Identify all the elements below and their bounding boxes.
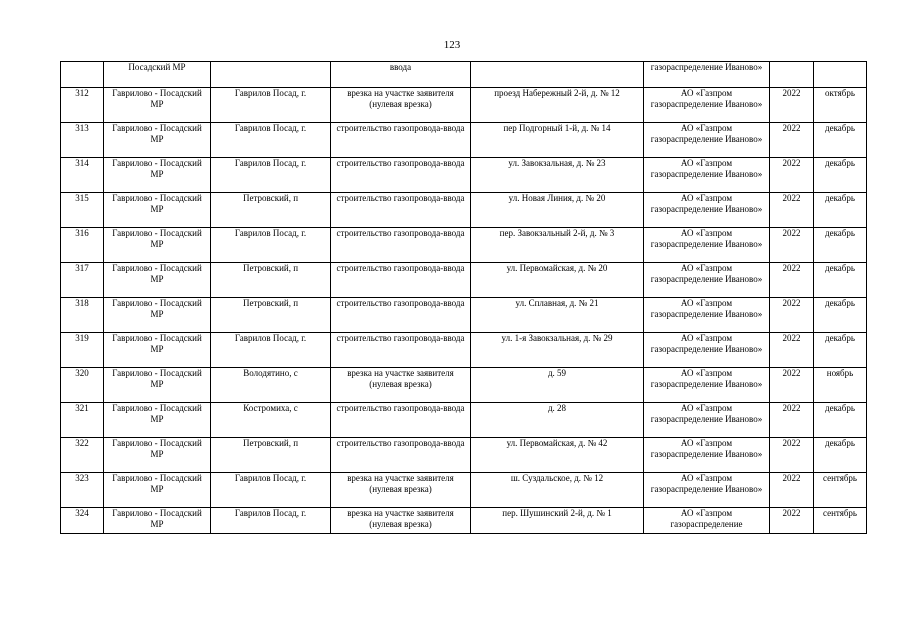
cell-municipality: Гаврилово - Посадский МР bbox=[104, 368, 211, 403]
cell-municipality: Гаврилово - Посадский МР bbox=[104, 193, 211, 228]
cell-number: 323 bbox=[61, 473, 104, 508]
cell-work-type: строительство газопровода-ввода bbox=[331, 193, 471, 228]
cell-locality: Петровский, п bbox=[211, 263, 331, 298]
table-row bbox=[61, 123, 867, 158]
cell-address: пер. Завокзальный 2-й, д. № 3 bbox=[471, 228, 644, 263]
cell-address: ул. Первомайская, д. № 42 bbox=[471, 438, 644, 473]
cell-year bbox=[770, 62, 814, 88]
cell-year: 2022 bbox=[770, 438, 814, 473]
cell-work-type: строительство газопровода-ввода bbox=[331, 298, 471, 333]
cell-municipality: Гаврилово - Посадский МР bbox=[104, 438, 211, 473]
cell-locality: Гаврилов Посад, г. bbox=[211, 88, 331, 123]
cell-year: 2022 bbox=[770, 508, 814, 534]
cell-organization: АО «Газпром газораспределение Иваново» bbox=[644, 403, 770, 438]
cell-address: д. 59 bbox=[471, 368, 644, 403]
cell-organization: АО «Газпром газораспределение Иваново» bbox=[644, 228, 770, 263]
cell-number: 316 bbox=[61, 228, 104, 263]
cell-municipality: Гаврилово - Посадский МР bbox=[104, 508, 211, 534]
table-row bbox=[61, 438, 867, 473]
cell-number: 312 bbox=[61, 88, 104, 123]
cell-municipality: Гаврилово - Посадский МР bbox=[104, 403, 211, 438]
cell-work-type: строительство газопровода-ввода bbox=[331, 403, 471, 438]
cell-organization: АО «Газпром газораспределение Иваново» bbox=[644, 438, 770, 473]
cell-organization: АО «Газпром газораспределение Иваново» bbox=[644, 263, 770, 298]
cell-organization: АО «Газпром газораспределение Иваново» bbox=[644, 333, 770, 368]
cell-year: 2022 bbox=[770, 228, 814, 263]
cell-year: 2022 bbox=[770, 368, 814, 403]
cell-work-type: врезка на участке заявителя (нулевая врезка) bbox=[331, 368, 471, 403]
cell-address bbox=[471, 62, 644, 88]
cell-locality: Петровский, п bbox=[211, 438, 331, 473]
cell-number: 315 bbox=[61, 193, 104, 228]
cell-month: декабрь bbox=[814, 123, 867, 158]
cell-municipality: Посадский МР bbox=[104, 62, 211, 88]
cell-municipality: Гаврилово - Посадский МР bbox=[104, 158, 211, 193]
cell-month: декабрь bbox=[814, 158, 867, 193]
cell-month: декабрь bbox=[814, 333, 867, 368]
cell-address: ул. Новая Линия, д. № 20 bbox=[471, 193, 644, 228]
cell-month: декабрь bbox=[814, 228, 867, 263]
cell-organization: газораспределение Иваново» bbox=[644, 62, 770, 88]
cell-municipality: Гаврилово - Посадский МР bbox=[104, 228, 211, 263]
cell-locality: Костромиха, с bbox=[211, 403, 331, 438]
table-row bbox=[61, 263, 867, 298]
cell-number bbox=[61, 62, 104, 88]
table-row bbox=[61, 88, 867, 123]
cell-locality: Володятино, с bbox=[211, 368, 331, 403]
cell-month: декабрь bbox=[814, 263, 867, 298]
cell-year: 2022 bbox=[770, 298, 814, 333]
cell-address: проезд Набережный 2-й, д. № 12 bbox=[471, 88, 644, 123]
cell-work-type: врезка на участке заявителя (нулевая врезка) bbox=[331, 473, 471, 508]
cell-month: сентябрь bbox=[814, 508, 867, 534]
cell-organization: АО «Газпром газораспределение Иваново» bbox=[644, 123, 770, 158]
cell-year: 2022 bbox=[770, 193, 814, 228]
cell-address: пер Подгорный 1-й, д. № 14 bbox=[471, 123, 644, 158]
table-row bbox=[61, 368, 867, 403]
cell-month bbox=[814, 62, 867, 88]
table-row bbox=[61, 193, 867, 228]
cell-municipality: Гаврилово - Посадский МР bbox=[104, 473, 211, 508]
cell-month: октябрь bbox=[814, 88, 867, 123]
cell-address: ул. Первомайская, д. № 20 bbox=[471, 263, 644, 298]
cell-number: 317 bbox=[61, 263, 104, 298]
cell-municipality: Гаврилово - Посадский МР bbox=[104, 333, 211, 368]
cell-organization: АО «Газпром газораспределение Иваново» bbox=[644, 193, 770, 228]
cell-municipality: Гаврилово - Посадский МР bbox=[104, 88, 211, 123]
cell-organization: АО «Газпром газораспределение Иваново» bbox=[644, 298, 770, 333]
cell-month: декабрь bbox=[814, 298, 867, 333]
table-row bbox=[61, 298, 867, 333]
cell-municipality: Гаврилово - Посадский МР bbox=[104, 263, 211, 298]
cell-address: ул. Сплавная, д. № 21 bbox=[471, 298, 644, 333]
cell-number: 322 bbox=[61, 438, 104, 473]
cell-year: 2022 bbox=[770, 263, 814, 298]
cell-month: сентябрь bbox=[814, 473, 867, 508]
table-row-continued bbox=[61, 62, 867, 88]
table-row bbox=[61, 158, 867, 193]
cell-locality: Гаврилов Посад, г. bbox=[211, 473, 331, 508]
cell-year: 2022 bbox=[770, 158, 814, 193]
cell-work-type: строительство газопровода-ввода bbox=[331, 123, 471, 158]
cell-year: 2022 bbox=[770, 403, 814, 438]
cell-organization: АО «Газпром газораспределение Иваново» bbox=[644, 158, 770, 193]
cell-locality: Гаврилов Посад, г. bbox=[211, 508, 331, 534]
cell-number: 314 bbox=[61, 158, 104, 193]
cell-work-type: строительство газопровода-ввода bbox=[331, 333, 471, 368]
cell-locality: Гаврилов Посад, г. bbox=[211, 333, 331, 368]
table-row bbox=[61, 508, 867, 534]
page-number: 123 bbox=[443, 39, 461, 51]
cell-number: 313 bbox=[61, 123, 104, 158]
cell-work-type: строительство газопровода-ввода bbox=[331, 263, 471, 298]
cell-year: 2022 bbox=[770, 333, 814, 368]
cell-month: декабрь bbox=[814, 438, 867, 473]
cell-municipality: Гаврилово - Посадский МР bbox=[104, 298, 211, 333]
cell-address: ул. Завокзальная, д. № 23 bbox=[471, 158, 644, 193]
cell-number: 321 bbox=[61, 403, 104, 438]
cell-organization: АО «Газпром газораспределение Иваново» bbox=[644, 473, 770, 508]
cell-work-type: ввода bbox=[331, 62, 471, 88]
cell-year: 2022 bbox=[770, 473, 814, 508]
cell-organization: АО «Газпром газораспределение bbox=[644, 508, 770, 534]
cell-locality: Петровский, п bbox=[211, 193, 331, 228]
cell-address: пер. Шушинский 2-й, д. № 1 bbox=[471, 508, 644, 534]
gasification-table bbox=[60, 61, 867, 534]
cell-number: 319 bbox=[61, 333, 104, 368]
cell-organization: АО «Газпром газораспределение Иваново» bbox=[644, 368, 770, 403]
cell-year: 2022 bbox=[770, 123, 814, 158]
cell-locality: Гаврилов Посад, г. bbox=[211, 123, 331, 158]
table-row bbox=[61, 333, 867, 368]
cell-work-type: врезка на участке заявителя (нулевая врезка) bbox=[331, 508, 471, 534]
cell-organization: АО «Газпром газораспределение Иваново» bbox=[644, 88, 770, 123]
cell-address: ул. 1-я Завокзальная, д. № 29 bbox=[471, 333, 644, 368]
cell-month: декабрь bbox=[814, 193, 867, 228]
cell-municipality: Гаврилово - Посадский МР bbox=[104, 123, 211, 158]
cell-address: ш. Суздальское, д. № 12 bbox=[471, 473, 644, 508]
cell-number: 318 bbox=[61, 298, 104, 333]
table-row bbox=[61, 228, 867, 263]
cell-number: 320 bbox=[61, 368, 104, 403]
cell-year: 2022 bbox=[770, 88, 814, 123]
cell-month: ноябрь bbox=[814, 368, 867, 403]
cell-work-type: врезка на участке заявителя (нулевая врезка) bbox=[331, 88, 471, 123]
cell-work-type: строительство газопровода-ввода bbox=[331, 158, 471, 193]
cell-month: декабрь bbox=[814, 403, 867, 438]
cell-locality: Гаврилов Посад, г. bbox=[211, 158, 331, 193]
cell-work-type: строительство газопровода-ввода bbox=[331, 438, 471, 473]
table-row bbox=[61, 403, 867, 438]
table-row bbox=[61, 473, 867, 508]
cell-work-type: строительство газопровода-ввода bbox=[331, 228, 471, 263]
cell-locality bbox=[211, 62, 331, 88]
cell-address: д. 28 bbox=[471, 403, 644, 438]
cell-number: 324 bbox=[61, 508, 104, 534]
cell-locality: Петровский, п bbox=[211, 298, 331, 333]
cell-locality: Гаврилов Посад, г. bbox=[211, 228, 331, 263]
